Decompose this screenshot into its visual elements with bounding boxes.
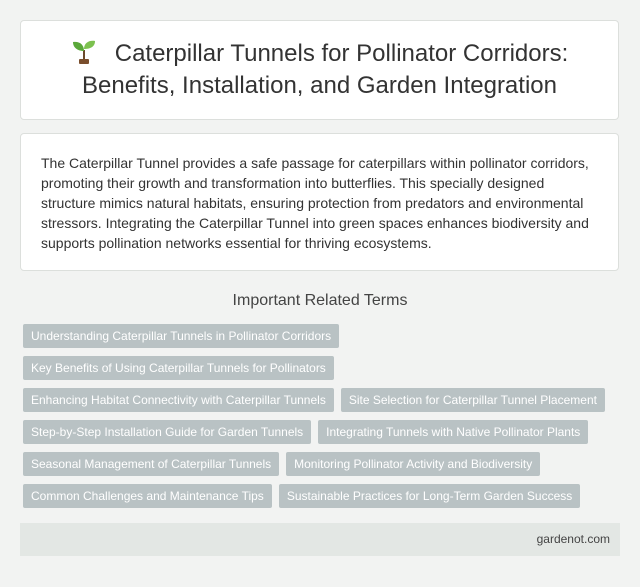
title-card xyxy=(20,20,619,120)
related-terms-heading: Important Related Terms xyxy=(232,292,408,309)
related-term-tag[interactable]: Enhancing Habitat Connectivity with Caterpillar Tunnels xyxy=(23,388,334,412)
related-term-tag[interactable]: Common Challenges and Maintenance Tips xyxy=(23,484,272,508)
page-title xyxy=(45,38,594,102)
related-term-tag[interactable]: Understanding Caterpillar Tunnels in Pollinator Corridors xyxy=(23,324,339,348)
description-text: The Caterpillar Tunnel provides a safe passage for caterpillars within pollinator corridors, promoting their growth and transformation into butterflies. This specially designed structure mimics natural habitats, ensuring protection from predators and environmental stressors. Integrating the Caterpillar Tunnel into green spaces enhances biodiversity and supports pollination networks essential for thriving ecosystems. xyxy=(41,155,589,251)
sprout-icon xyxy=(71,38,97,64)
related-term-tag[interactable]: Integrating Tunnels with Native Pollinator Plants xyxy=(318,420,588,444)
related-terms-list xyxy=(23,324,623,508)
related-term-tag[interactable]: Key Benefits of Using Caterpillar Tunnels for Pollinators xyxy=(23,356,334,380)
related-term-tag[interactable]: Monitoring Pollinator Activity and Biodiversity xyxy=(286,452,540,476)
footer xyxy=(20,523,620,556)
description-card xyxy=(20,133,619,271)
related-term-tag[interactable]: Sustainable Practices for Long-Term Garden Success xyxy=(279,484,580,508)
footer-site-link[interactable]: gardenot.com xyxy=(536,532,610,546)
related-term-tag[interactable]: Site Selection for Caterpillar Tunnel Placement xyxy=(341,388,605,412)
related-term-tag[interactable]: Step-by-Step Installation Guide for Garden Tunnels xyxy=(23,420,311,444)
related-term-tag[interactable]: Seasonal Management of Caterpillar Tunnels xyxy=(23,452,279,476)
page-title-text: Caterpillar Tunnels for Pollinator Corridors: Benefits, Installation, and Garden Integration xyxy=(82,40,569,99)
